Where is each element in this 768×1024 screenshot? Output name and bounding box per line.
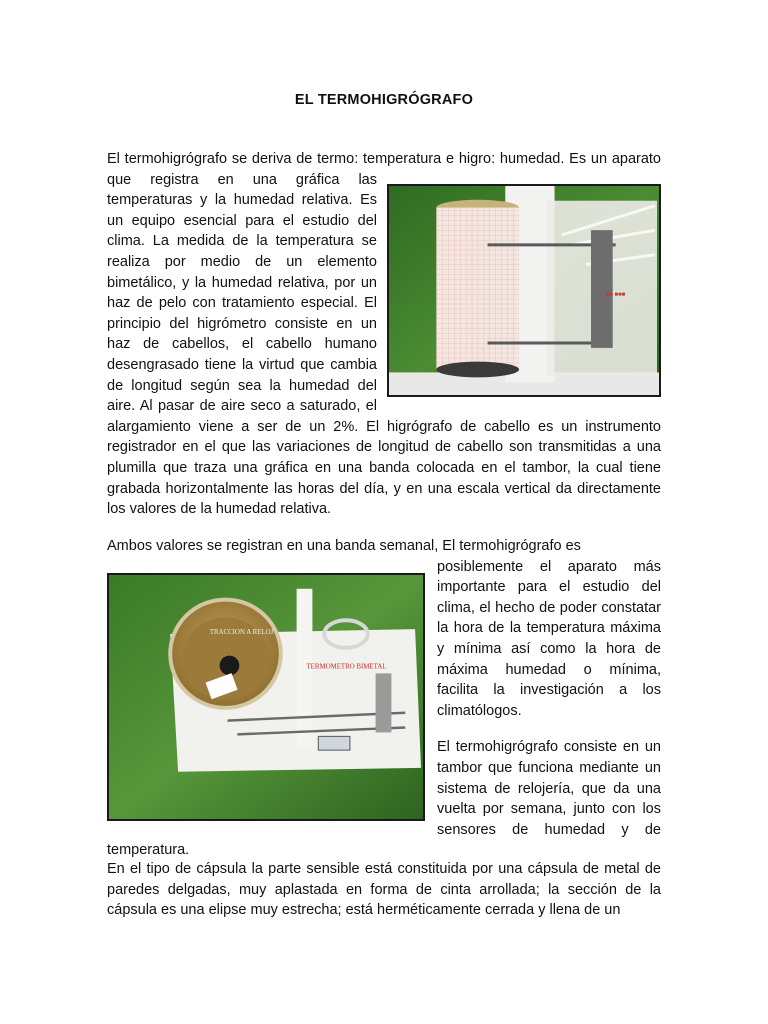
paragraph-weekly-body: posiblemente el aparato más importante para el estudio del clima, el hecho de poder constatar la hora de la temperatura máxima y mínima así como la hora de máxima humedad o mínima, facilita la investigación a los climatólogos. [437,558,661,719]
paragraph-intro-lead: El termohigrógrafo se deriva de termo: temperatura e higro: humedad. Es un [107,151,612,167]
bimetal-label: TERMOMETRO BIMETAL [306,663,387,671]
paragraph-intro-body: aparato que registra en una gráfica las temperaturas y la humedad relativa. Es un equipo esencial para el estudio del clima. La medida de la temperatura se realiza por medio de un elemento bimetálico, y la humedad relativa, por un haz de pelo con tratamiento especial. El principio del higrómetro consiste en un haz de cabellos, el cabello humano desengrasado tiene la virtud que cambia de longitud según sea la humedad del aire. Al pasar de aire seco a saturado, el alargamiento viene a ser de un 2%. El higrógrafo de cabello es un instrumento registrador en el que las variaciones de longitud de cabello son transmitidas a una plumilla que traza una gráfica en una banda colocada en el tambor, la cual tiene grabada horizontalmente las horas del día, y en una escala vertical da directamente los valores de la humedad relativa. [107,151,661,518]
svg-text:■■ ■■■: ■■ ■■■ [605,291,626,298]
paragraph-drum: El termohigrógrafo consiste en un tambor que funciona mediante un sistema de relojería, que da una vuelta por semana, junto con los sensores de humedad y de temperatura. [107,739,661,859]
paragraph-weekly-lead: Ambos valores se registran en una banda semanal, El termohigrógrafo es [107,538,581,554]
paragraph-weekly-band [107,536,661,861]
page-title: EL TERMOHIGRÓGRAFO [294,92,474,108]
instrument-interior-photo [107,573,425,821]
paragraph-intro [107,149,661,520]
paragraph-capsule: En el tipo de cápsula la parte sensible está constituida por una cápsula de metal de paredes delgadas, muy aplastada en forma de cinta arrollada; la sección de la cápsula es una elipse muy estrecha; está herméticamente cerrada y llena de un [107,861,661,919]
thermohygrograph-photo [387,184,661,397]
clock-drive-label: TRACCION A RELOJ [209,628,274,636]
